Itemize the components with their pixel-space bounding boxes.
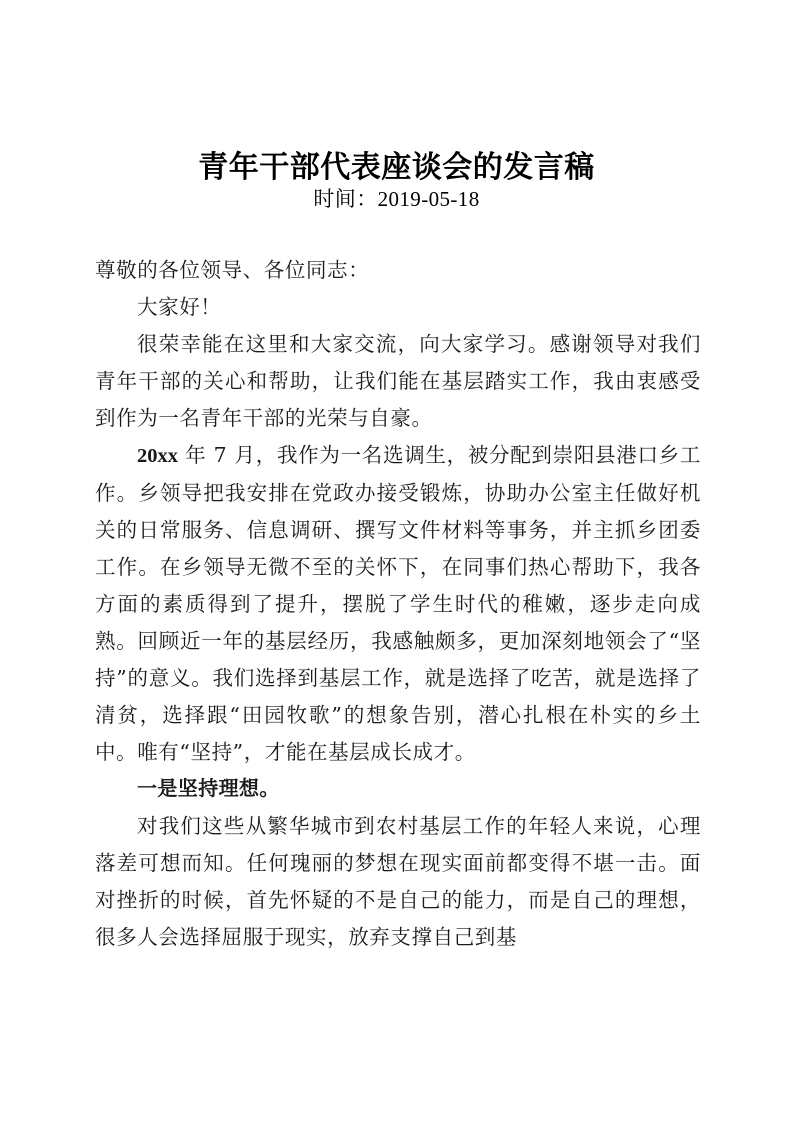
paragraph-1: 很荣幸能在这里和大家交流，向大家学习。感谢领导对我们青年干部的关心和帮助，让我们能在基层踏实工作，我由衷感受到作为一名青年干部的光荣与自豪。	[95, 332, 701, 430]
paragraph-2	[95, 437, 701, 771]
paragraph-2-year-run: 20xx	[137, 445, 178, 467]
paragraph-3: 对我们这些从繁华城市到农村基层工作的年轻人来说，心理落差可想而知。任何瑰丽的梦想在现实面前都变得不堪一击。面对挫折的时候，首先怀疑的不是自己的能力，而是自己的理想，很多人会选择屈服于现实，放弃支撑自己到基	[95, 814, 701, 949]
document-date-subtitle: 时间：2019-05-18	[313, 187, 480, 211]
section-heading-1: 一是坚持理想。	[137, 778, 280, 800]
greeting-line: 大家好！	[137, 295, 222, 319]
document-body	[95, 252, 701, 956]
paragraph-2-text: 年 7 月，我作为一名选调生，被分配到崇阳县港口乡工作。乡领导把我安排在党政办接受锻炼，协助办公室主任做好机关的日常服务、信息调研、撰写文件材料等事务，并主抓乡团委工作。在乡领导无微不至的关怀下，在同事们热心帮助下，我各方面的素质得到了提升，摆脱了学生时代的稚嫩，逐步走向成熟。回顾近一年的基层经历，我感触颇多，更加深刻地领会了“坚持”的意义。我们选择到基层工作，就是选择了吃苦，就是选择了清贫，选择跟“田园牧歌”的想象告别，潜心扎根在朴实的乡土中。唯有“坚持”，才能在基层成长成才。	[95, 443, 701, 764]
salutation-line: 尊敬的各位领导、各位同志：	[95, 258, 370, 282]
page-title: 青年干部代表座谈会的发言稿	[198, 151, 595, 185]
